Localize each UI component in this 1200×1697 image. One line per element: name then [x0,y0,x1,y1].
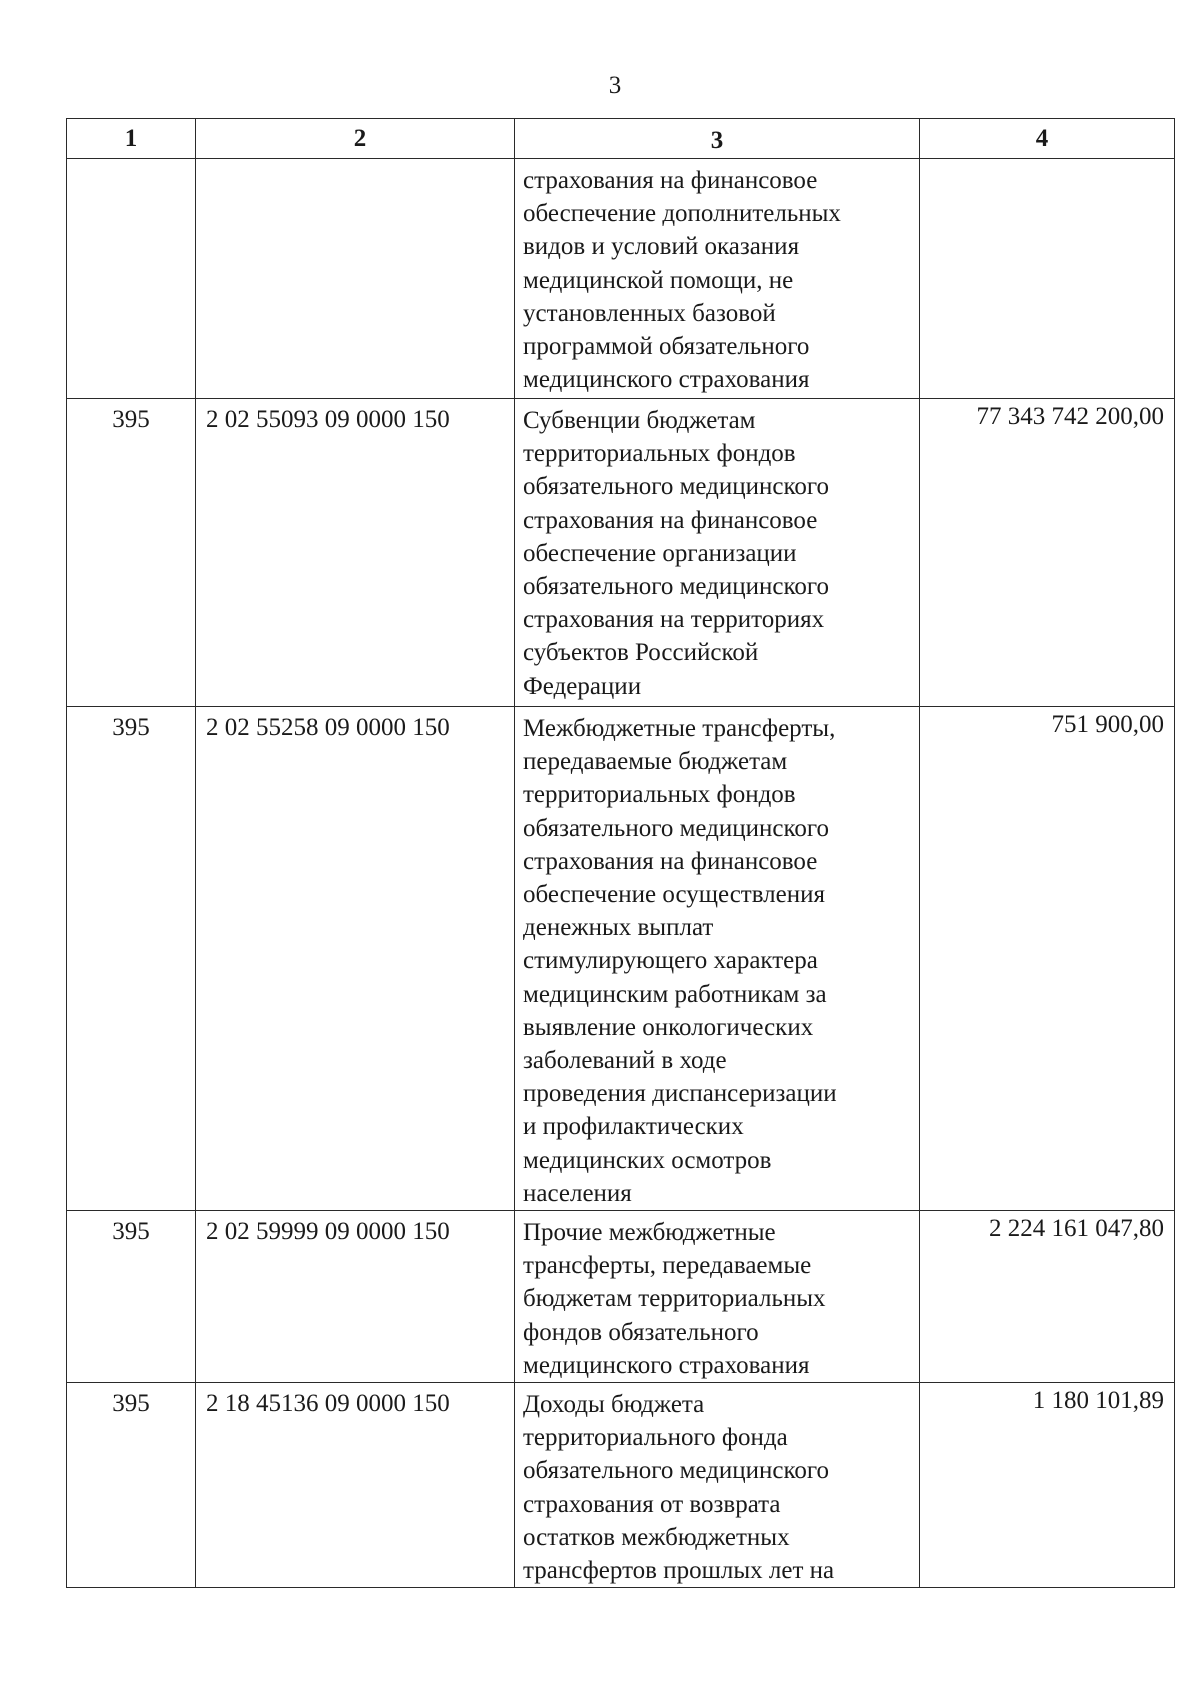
table-header-row [67,119,1175,159]
budget-code-cell: 2 18 45136 09 0000 150 [196,1383,515,1588]
description-cell [515,707,920,1211]
description-line: стимулирующего характера [523,947,818,975]
table-row [67,1211,1175,1383]
description-line: проведения диспансеризации [523,1080,837,1108]
amount-cell: 751 900,00 [920,707,1175,1211]
description-line: страхования на территориях [523,606,825,634]
description-line: страхования на финансовое [523,167,818,194]
table-row [67,1383,1175,1588]
description-line: субъектов Российской [523,639,759,667]
description-line: видов и условий оказания [523,233,800,261]
budget-code-cell: 2 02 55093 09 0000 150 [196,399,515,707]
description-line: трансфертов прошлых лет на [523,1557,835,1585]
description-cell [515,1383,920,1588]
description-line: Федерации [523,672,642,700]
admin-code-cell: 395 [67,1211,196,1383]
description-cell [515,399,920,707]
description-line: обязательного медицинского [523,814,830,842]
column-header-2: 2 [196,119,515,159]
description-line: населения [523,1179,632,1207]
description-line: бюджетам территориальных [523,1285,826,1313]
description-line: обеспечение дополнительных [523,200,841,228]
amount-cell: 77 343 742 200,00 [920,399,1175,707]
table-body [67,159,1175,1588]
budget-code-cell [196,159,515,399]
table-row [67,159,1175,399]
budget-code-cell: 2 02 55258 09 0000 150 [196,707,515,1211]
description-line: страхования на финансовое [523,847,818,875]
description-line: территориального фонда [523,1424,788,1452]
description-line: медицинской помощи, не [523,266,794,294]
budget-revenue-table [66,118,1175,1588]
description-line: фондов обязательного [523,1318,759,1346]
description-cell [515,1211,920,1383]
description-line: обеспечение осуществления [523,881,826,909]
description-line: Субвенции бюджетам [523,407,756,434]
table-row [67,399,1175,707]
description-line: Межбюджетные трансферты, [523,715,836,742]
description-line: обеспечение организации [523,539,797,567]
description-line: территориальных фондов [523,440,796,468]
page-number: 3 [608,72,622,99]
budget-code-cell: 2 02 59999 09 0000 150 [196,1211,515,1383]
description-line: страхования на финансовое [523,506,818,534]
column-header-1: 1 [67,119,196,159]
column-header-4: 4 [920,119,1175,159]
description-line: трансферты, передаваемые [523,1252,812,1280]
description-line: медицинского страхования [523,1351,810,1379]
amount-cell: 1 180 101,89 [920,1383,1175,1588]
description-line: обязательного медицинского [523,573,830,601]
description-line: установленных базовой [523,299,776,327]
admin-code-cell [67,159,196,399]
description-line: передаваемые бюджетам [523,748,788,776]
admin-code-cell: 395 [67,707,196,1211]
description-line: Доходы бюджета [523,1391,705,1419]
admin-code-cell: 395 [67,399,196,707]
description-line: медицинских осмотров [523,1146,772,1174]
description-line: территориальных фондов [523,781,796,809]
column-header-3: 3 [515,119,920,159]
description-line: обязательного медицинского [523,473,830,501]
description-cell [515,159,920,399]
amount-cell [920,159,1175,399]
description-line: программой обязательного [523,333,810,361]
description-line: Прочие межбюджетные [523,1219,776,1247]
admin-code-cell: 395 [67,1383,196,1588]
description-line: денежных выплат [523,914,714,942]
table-row [67,707,1175,1211]
description-line: выявление онкологических [523,1013,814,1041]
amount-cell: 2 224 161 047,80 [920,1211,1175,1383]
description-line: остатков межбюджетных [523,1523,790,1551]
description-line: медицинского страхования [523,366,810,394]
description-line: страхования от возврата [523,1490,781,1518]
description-line: медицинским работникам за [523,980,827,1008]
description-line: заболеваний в ходе [523,1047,727,1075]
description-line: и профилактических [523,1113,744,1141]
description-line: обязательного медицинского [523,1457,830,1485]
